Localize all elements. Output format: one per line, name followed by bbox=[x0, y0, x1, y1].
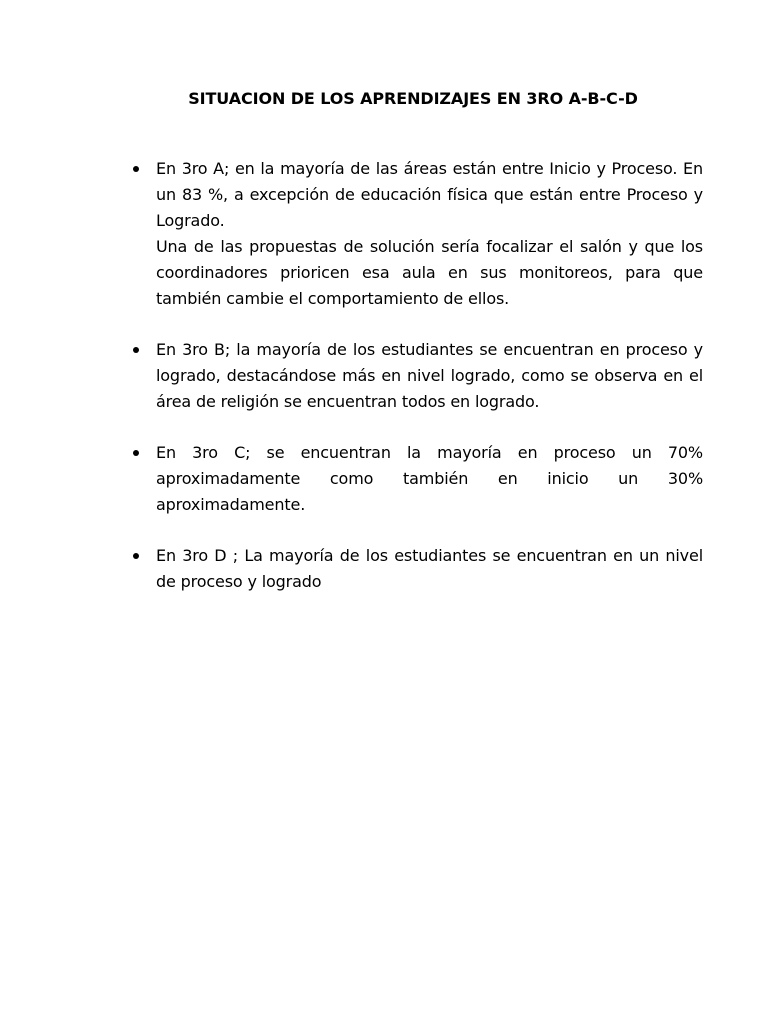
bullet-paragraph: Una de las propuestas de solución sería focalizar el salón y que los coordinadores prioricen esa aula en sus monitoreos, para que también cambie el comportamiento de ellos. bbox=[156, 237, 703, 308]
bullet-paragraph: En 3ro C; se encuentran la mayoría en proceso un 70% aproximadamente como también en inicio un 30% aproximadamente. bbox=[156, 443, 703, 514]
bullet-icon bbox=[133, 553, 139, 559]
bullet-item-3ro-a bbox=[156, 156, 703, 312]
bullet-icon bbox=[133, 166, 139, 172]
bullet-paragraph: En 3ro D ; La mayoría de los estudiantes se encuentran en un nivel de proceso y logrado bbox=[156, 546, 703, 591]
bullet-item-3ro-b bbox=[156, 337, 703, 415]
bullet-paragraph: En 3ro B; la mayoría de los estudiantes se encuentran en proceso y logrado, destacándose más en nivel logrado, como se observa en el área de religión se encuentran todos en logrado. bbox=[156, 340, 703, 411]
document-title: SITUACION DE LOS APRENDIZAJES EN 3RO A-B-C-D bbox=[188, 89, 638, 108]
bullet-item-3ro-d bbox=[156, 543, 703, 595]
bullet-icon bbox=[133, 347, 139, 353]
bullet-paragraph: En 3ro A; en la mayoría de las áreas están entre Inicio y Proceso. En un 83 %, a excepción de educación física que están entre Proceso y Logrado. bbox=[156, 159, 703, 230]
bullet-icon bbox=[133, 450, 139, 456]
bullet-item-3ro-c bbox=[156, 440, 703, 518]
bullet-list bbox=[156, 156, 703, 620]
